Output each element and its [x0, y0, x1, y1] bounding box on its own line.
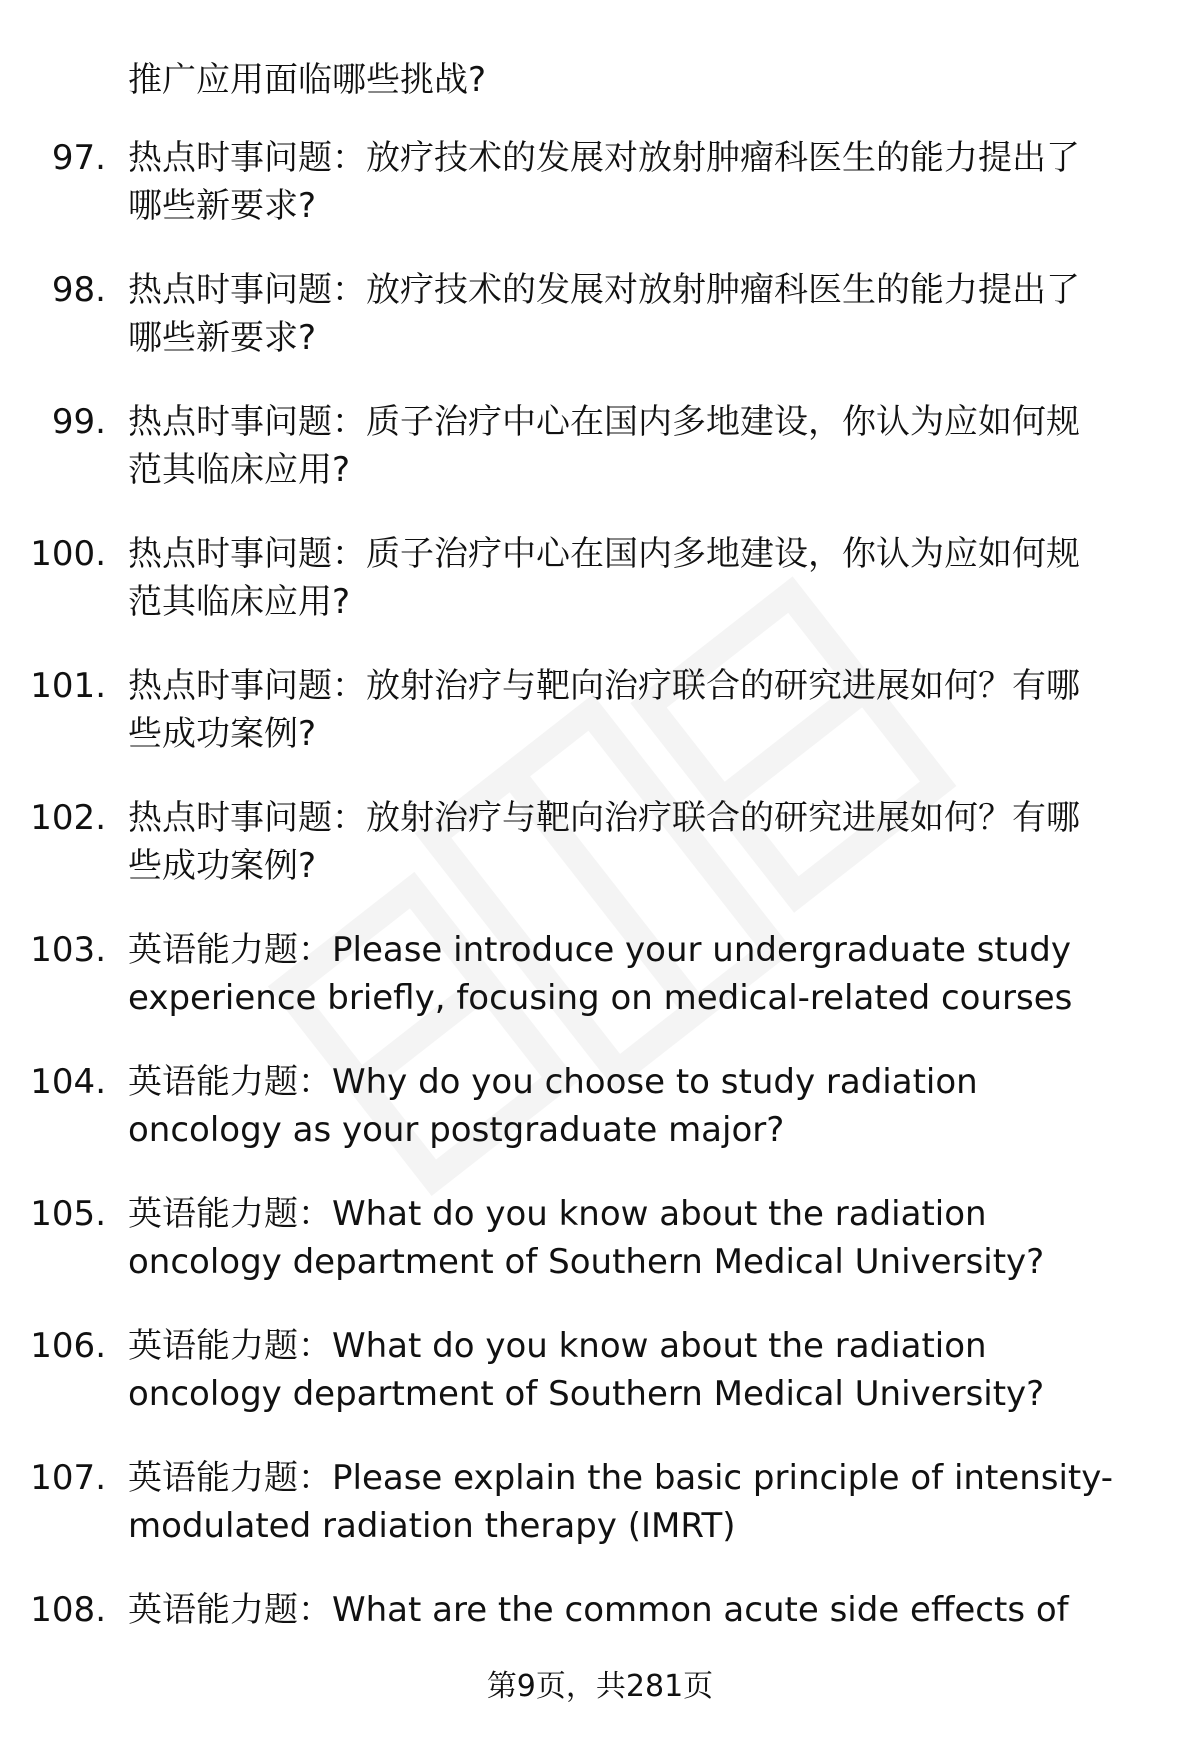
question-number: 101.: [30, 666, 106, 706]
question-text-line: modulated radiation therapy (IMRT): [128, 1506, 736, 1546]
question-text-line: 英语能力题：Please explain the basic principle of intensity-: [128, 1458, 1114, 1498]
question-text-line: oncology as your postgraduate major?: [128, 1110, 785, 1150]
question-text: [128, 398, 1138, 494]
question-text-line: 些成功案例?: [128, 846, 317, 886]
question-text: [128, 530, 1138, 626]
question-number: 104.: [30, 1062, 106, 1102]
question-text-line: oncology department of Southern Medical University?: [128, 1242, 1045, 1282]
question-number: 97.: [51, 138, 106, 178]
question-text-line: 哪些新要求?: [128, 186, 317, 226]
question-item: [0, 1322, 1200, 1454]
question-text-line: 些成功案例?: [128, 714, 317, 754]
question-text: [128, 266, 1138, 362]
question-number: 107.: [30, 1458, 106, 1498]
question-item: [0, 1058, 1200, 1190]
question-text: [128, 662, 1138, 758]
question-text-line: 范其临床应用?: [128, 582, 351, 622]
question-text-line: 英语能力题：What are the common acute side effects of: [128, 1590, 1069, 1630]
question-text-line: oncology department of Southern Medical University?: [128, 1374, 1045, 1414]
question-text-line: 热点时事问题：质子治疗中心在国内多地建设，你认为应如何规: [128, 402, 1080, 442]
question-continuation-text: 推广应用面临哪些挑战?: [128, 60, 487, 100]
question-text-line: 英语能力题：What do you know about the radiation: [128, 1194, 987, 1234]
question-text: [128, 794, 1138, 890]
page-number-footer: 第9页，共281页: [486, 1669, 714, 1704]
question-number: 106.: [30, 1326, 106, 1366]
question-number: 99.: [51, 402, 106, 442]
question-item: [0, 926, 1200, 1058]
question-number: 98.: [51, 270, 106, 310]
question-item: [0, 266, 1200, 398]
question-text-line: experience briefly, focusing on medical-related courses: [128, 978, 1073, 1018]
question-text: [128, 134, 1138, 230]
question-text: [128, 1058, 1138, 1154]
question-number: 108.: [30, 1590, 106, 1630]
question-number: 102.: [30, 798, 106, 838]
question-text-line: 英语能力题：Please introduce your undergraduate study: [128, 930, 1072, 970]
question-number: 103.: [30, 930, 106, 970]
question-item: [0, 398, 1200, 530]
question-list: [0, 134, 1200, 1718]
question-text-line: 哪些新要求?: [128, 318, 317, 358]
question-text: [128, 1454, 1138, 1550]
question-text-line: 范其临床应用?: [128, 450, 351, 490]
question-text: [128, 926, 1138, 1022]
question-text-line: 热点时事问题：放疗技术的发展对放射肿瘤科医生的能力提出了: [128, 138, 1080, 178]
question-item: [0, 794, 1200, 926]
question-item: [0, 1190, 1200, 1322]
question-text-line: 热点时事问题：质子治疗中心在国内多地建设，你认为应如何规: [128, 534, 1080, 574]
question-number: 105.: [30, 1194, 106, 1234]
question-item: [0, 530, 1200, 662]
question-number: 100.: [30, 534, 106, 574]
question-text-line: 英语能力题：What do you know about the radiation: [128, 1326, 987, 1366]
question-text-line: 热点时事问题：放射治疗与靶向治疗联合的研究进展如何？有哪: [128, 798, 1080, 838]
question-text-line: 热点时事问题：放疗技术的发展对放射肿瘤科医生的能力提出了: [128, 270, 1080, 310]
question-item: [0, 134, 1200, 266]
question-text: [128, 1190, 1138, 1286]
question-item: [0, 662, 1200, 794]
question-text-line: 英语能力题：Why do you choose to study radiation: [128, 1062, 978, 1102]
question-text: [128, 1586, 1138, 1634]
question-text: [128, 1322, 1138, 1418]
question-text-line: 热点时事问题：放射治疗与靶向治疗联合的研究进展如何？有哪: [128, 666, 1080, 706]
question-item: [0, 1454, 1200, 1586]
